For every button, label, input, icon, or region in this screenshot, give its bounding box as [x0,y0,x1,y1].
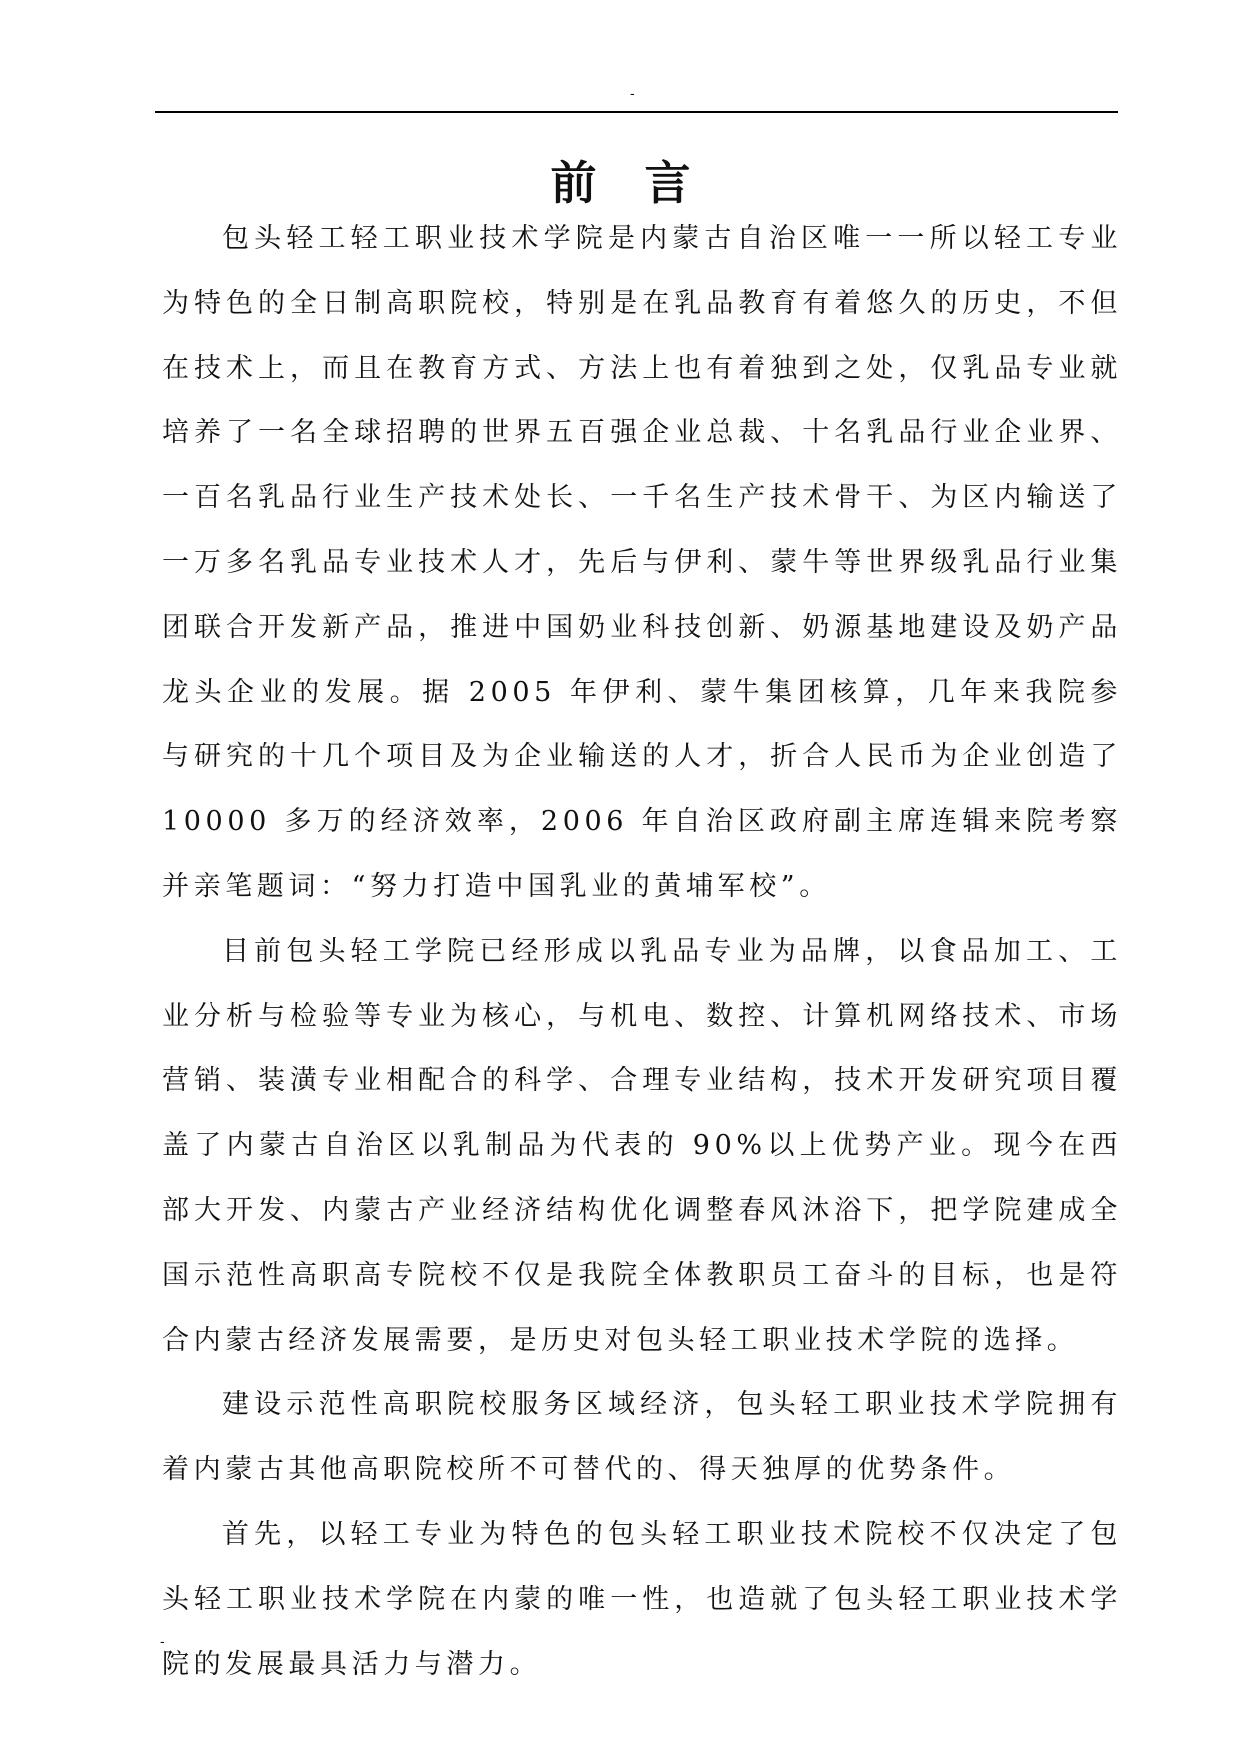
paragraph-4: 首先，以轻工专业为特色的包头轻工职业技术院校不仅决定了包头轻工职业技术学院在内蒙的唯一性，也造就了包头轻工职业技术学院的发展最具活力与潜力。 [162,1518,1122,1680]
header-mark: - [630,85,635,101]
page-title: 前言 [550,155,739,210]
paragraph-1: 包头轻工轻工职业技术学院是内蒙古自治区唯一一所以轻工专业为特色的全日制高职院校，特别是在乳品教育有着悠久的历史，不但在技术上，而且在教育方式、方法上也有着独到之处，仅乳品专业就培养了一名全球招聘的世界五百强企业总裁、十名乳品行业企业界、一百名乳品行业生产技术处长、一千名生产技术骨干、为区内输送了一万多名乳品专业技术人才，先后与伊利、蒙牛等世界级乳品行业集团联合开发新产品，推进中国奶业科技创新、奶源基地建设及奶产品龙头企业的发展。据 2005 年伊利、蒙牛集团核算，几年来我院参与研究的十几个项目及为企业输送的人才，折合人民币为企业创造了 10000 多万的经济效率，2006 年自治区政府副主席连辑来院考察并亲笔题词：“努力打造中国乳业的黄埔军校”。 [162,223,1122,902]
paragraph-3: 建设示范性高职院校服务区域经济，包头轻工职业技术学院拥有着内蒙古其他高职院校所不可替代的、得天独厚的优势条件。 [162,1389,1122,1486]
document-body [162,207,1122,1697]
footer-mark: - [160,1633,165,1649]
paragraph-2: 目前包头轻工学院已经形成以乳品专业为品牌，以食品加工、工业分析与检验等专业为核心，与机电、数控、计算机网络技术、市场营销、装潢专业相配合的科学、合理专业结构，技术开发研究项目覆盖了内蒙古自治区以乳制品为代表的 90%以上优势产业。现今在西部大开发、内蒙古产业经济结构优化调整春风沐浴下，把学院建成全国示范性高职高专院校不仅是我院全体教职员工奋斗的目标，也是符合内蒙古经济发展需要，是历史对包头轻工职业技术学院的选择。 [162,935,1122,1356]
header-rule [155,111,1118,113]
